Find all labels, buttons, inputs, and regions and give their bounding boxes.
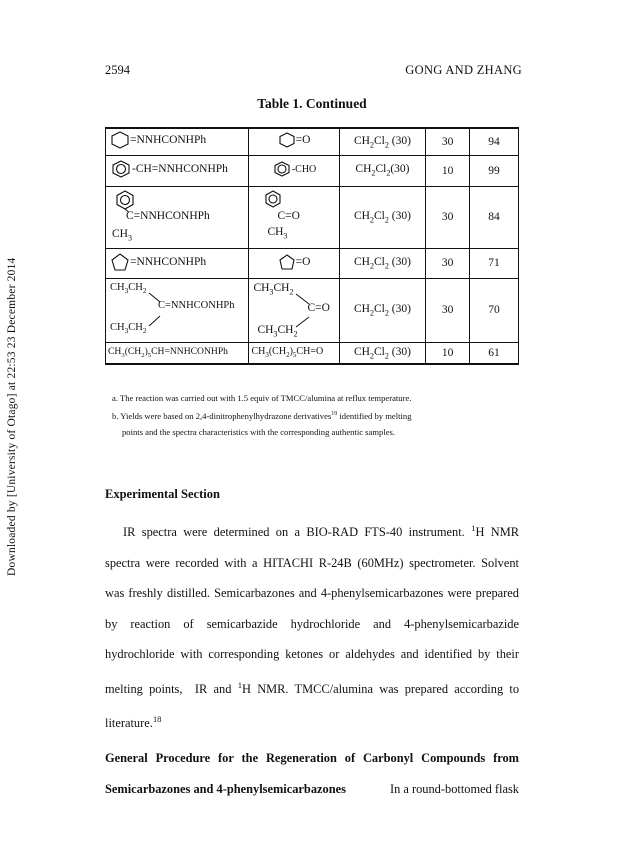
substrate-text: C=NNHCONHPh bbox=[158, 300, 235, 311]
results-table bbox=[105, 127, 519, 365]
yield-cell: 99 bbox=[470, 155, 519, 186]
time-cell: 30 bbox=[426, 248, 470, 278]
solvent-text: $CH_2Cl_2$ (30) bbox=[353, 255, 411, 271]
substrate-cell bbox=[106, 278, 249, 342]
substrate-cell bbox=[106, 186, 249, 248]
table-footnotes bbox=[112, 390, 512, 440]
paragraph-line: IR spectra were determined on a BIO-RAD FTS-40 instrument. $^1$H NMR bbox=[123, 523, 519, 540]
yield-cell: 71 bbox=[470, 248, 519, 278]
product-cell: =O bbox=[249, 248, 339, 278]
solvent-cell bbox=[339, 278, 426, 342]
yield-cell: 61 bbox=[470, 342, 519, 364]
table-title: Table 1. Continued bbox=[257, 96, 367, 111]
download-watermark: Downloaded by [University of Otago] at 22:53 23 December 2014 bbox=[6, 257, 18, 576]
procedure-heading: General Procedure for the Regeneration of Carbonyl Compounds from bbox=[105, 751, 519, 765]
product-text: $CH_3(CH_2)_5CH=O$ bbox=[251, 346, 324, 360]
ethyl-label: $CH_3CH_2$ bbox=[257, 324, 298, 339]
paragraph-line: spectra were recorded with a HITACHI R-24B (60MHz) spectrometer. Solvent bbox=[105, 555, 519, 570]
time-cell: 30 bbox=[426, 278, 470, 342]
solvent-cell bbox=[339, 128, 426, 155]
running-head: GONG AND ZHANG bbox=[405, 63, 522, 77]
yield-cell: 84 bbox=[470, 186, 519, 248]
cyclohexane-ring-icon bbox=[278, 132, 296, 148]
paragraph-line: melting points, IR and $^1$H NMR. TMCC/alumina was prepared according to bbox=[105, 679, 520, 696]
solvent-text: $CH_2Cl_2$ (30) bbox=[353, 134, 411, 149]
cyclopentane-ring-icon bbox=[278, 254, 296, 270]
substrate-cell: =NNHCONHPh bbox=[106, 128, 249, 155]
table-row bbox=[106, 128, 519, 155]
cyclohexane-ring-icon bbox=[110, 131, 130, 149]
benzene-ring-icon bbox=[114, 190, 136, 212]
ethyl-label: $CH_3CH_2$ bbox=[110, 282, 147, 296]
procedure-text: In a round-bottomed flask bbox=[389, 782, 519, 796]
procedure-heading-cont: Semicarbazones and 4-phenylsemicarbazones bbox=[105, 782, 346, 796]
solvent-text: $CH_2Cl_2$ (30) bbox=[353, 209, 411, 225]
page-number: 2594 bbox=[105, 63, 130, 77]
time-cell: 10 bbox=[426, 155, 470, 186]
methyl-label: $CH_3$ bbox=[112, 228, 133, 243]
product-cell bbox=[249, 342, 339, 364]
substrate-cell: =NNHCONHPh bbox=[106, 248, 249, 278]
substrate-cell: -CH=NNHCONHPh bbox=[106, 155, 249, 186]
solvent-text: $CH_2Cl_2$ (30) bbox=[353, 345, 411, 360]
experimental-text bbox=[105, 513, 519, 739]
footnote-b: b. Yields were based on 2,4-dinitrophenylhydrazone derivatives$^{19}$ identified by melting bbox=[112, 410, 412, 421]
solvent-text: $CH_2Cl_2$ (30) bbox=[353, 302, 411, 318]
table-row bbox=[106, 278, 519, 342]
product-text: C=O bbox=[277, 210, 300, 222]
solvent-cell bbox=[339, 186, 426, 248]
paragraph-line: was freshly distilled. Semicarbazones and 4-phenylsemicarbazones were prepared bbox=[105, 586, 519, 601]
paragraph-line: literature.$^{18}$ bbox=[105, 714, 162, 731]
paragraph-line: hydrochloride with corresponding ketones or aldehydes and identified by their bbox=[105, 647, 519, 662]
section-heading: Experimental Section bbox=[105, 487, 220, 501]
product-text: C=O bbox=[307, 302, 330, 314]
procedure-heading-line2 bbox=[105, 774, 519, 805]
table-row bbox=[106, 342, 519, 364]
solvent-cell bbox=[339, 248, 426, 278]
solvent-cell bbox=[339, 342, 426, 364]
substrate-cell bbox=[106, 342, 249, 364]
table-row bbox=[106, 186, 519, 248]
benzene-ring-icon bbox=[263, 190, 283, 212]
product-cell: -CHO bbox=[249, 155, 339, 186]
cyclopentane-ring-icon bbox=[110, 253, 130, 271]
benzene-ring-icon bbox=[110, 160, 132, 178]
product-cell bbox=[249, 186, 339, 248]
methyl-label: $CH_3$ bbox=[267, 226, 288, 241]
ethyl-label: $CH_3CH_2$ bbox=[110, 322, 147, 336]
general-procedure bbox=[105, 743, 519, 805]
solvent-cell bbox=[339, 155, 426, 186]
substrate-text: C=NNHCONHPh bbox=[126, 210, 210, 222]
time-cell: 30 bbox=[426, 186, 470, 248]
time-cell: 30 bbox=[426, 128, 470, 155]
substrate-text: $CH_3(CH_2)_5CH=NNHCONHPh$ bbox=[108, 346, 228, 360]
table-row bbox=[106, 248, 519, 278]
benzene-ring-icon bbox=[272, 161, 292, 177]
product-cell bbox=[249, 278, 339, 342]
footnote-a: a. The reaction was carried out with 1.5 equiv of TMCC/alumina at reflux temperature. bbox=[112, 393, 412, 403]
yield-cell: 94 bbox=[470, 128, 519, 155]
yield-cell: 70 bbox=[470, 278, 519, 342]
table-row bbox=[106, 155, 519, 186]
product-cell: =O bbox=[249, 128, 339, 155]
ethyl-label: $CH_3CH_2$ bbox=[253, 282, 294, 297]
time-cell: 10 bbox=[426, 342, 470, 364]
footnote-b-cont: points and the spectra characteristics with the corresponding authentic samples. bbox=[122, 426, 396, 437]
solvent-text: $CH_2Cl_2(30)$ bbox=[355, 163, 410, 178]
paragraph-line: by reaction of semicarbazide hydrochloride and 4-phenylsemicarbazide bbox=[105, 616, 519, 631]
